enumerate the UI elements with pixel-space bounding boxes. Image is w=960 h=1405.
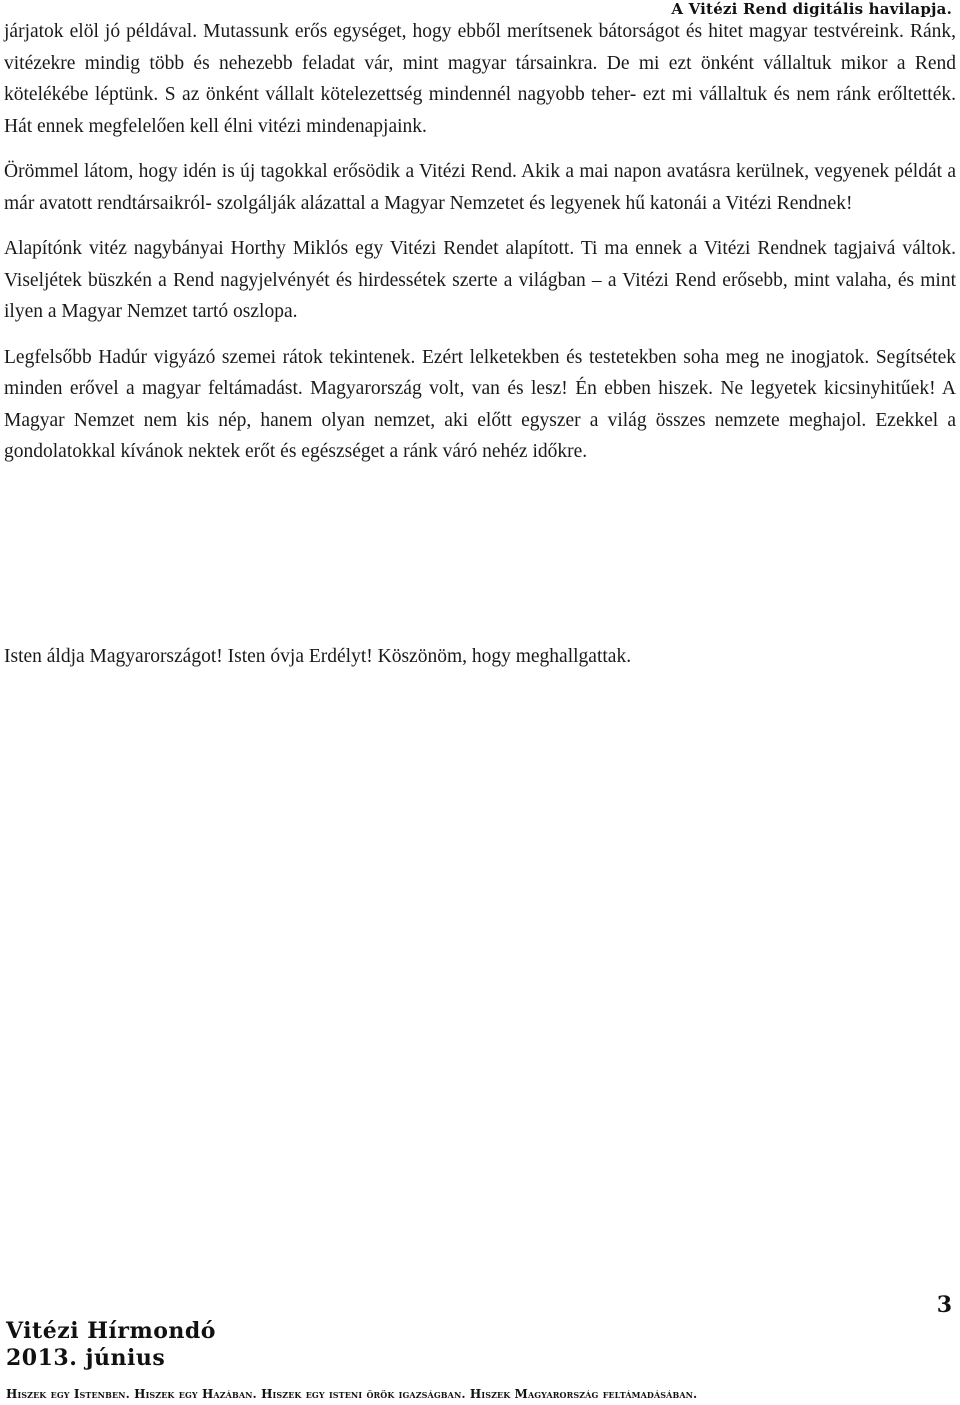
paragraph-2: Örömmel látom, hogy idén is új tagokkal erősödik a Vitézi Rend. Akik a mai napon avatásra kerülnek, vegyenek példát a már avatott rendtársaikról- szolgálják alázattal a Magyar Nemzetet és legyenek hű katonái a Vitézi Rendnek! bbox=[4, 161, 956, 214]
issue-date: 2013. június bbox=[6, 1345, 166, 1371]
closing-line: Isten áldja Magyarországot! Isten óvja Erdélyt! Köszönöm, hogy meghallgattak. bbox=[4, 646, 632, 667]
paragraph-4: Legfelsőbb Hadúr vigyázó szemei rátok tekintenek. Ezért lelketekben és testetekben soha meg ne inogjatok. Segítsétek minden erővel a magyar feltámadást. Magyarország volt, van és lesz! Én ebben hiszek. Ne legyetek kicsinyhitűek! A Magyar Nemzet nem kis nép, hanem olyan nemzet, aki előtt egyszer a világ összes nemzete meghajol. Ezekkel a gondolatokkal kívánok nektek erőt és egészséget a ránk váró nehéz időkre. bbox=[4, 346, 956, 462]
publication-tagline: A Vitézi Rend digitális havilapja. bbox=[671, 0, 952, 18]
page-number: 3 bbox=[936, 1292, 952, 1318]
footer-motto: Hiszek egy Istenben. Hiszek egy Hazában. Hiszek egy isteni örök igazságban. Hiszek Magyarország feltámadásában. bbox=[6, 1387, 698, 1401]
paragraph-1: járjatok elöl jó példával. Mutassunk erős egységet, hogy ebből merítsenek bátorságot és hitet magyar testvéreink. Ránk, vitézekre mindig több és nehezebb feladat vár, mint magyar társainkra. De mi ezt önként vállaltuk mikor a Rend kötelékébe léptünk. S az önként vállalt kötelezettség mindennél nagyobb teher- ezt mi vállaltuk és nem ránk erőltették. Hát ennek megfelelően kell élni vitézi mindenapjaink. bbox=[4, 21, 956, 137]
paragraph-3: Alapítónk vitéz nagybányai Horthy Miklós egy Vitézi Rendet alapított. Ti ma ennek a Vitézi Rendnek tagjaivá váltok. Viseljétek büszkén a Rend nagyjelvényét és hirdessétek szerte a világban – a Vitézi Rend erősebb, mint valaha, és mint ilyen a Magyar Nemzet tartó oszlopa. bbox=[4, 238, 956, 322]
publication-name: Vitézi Hírmondó bbox=[6, 1318, 216, 1344]
article-body bbox=[4, 16, 956, 482]
